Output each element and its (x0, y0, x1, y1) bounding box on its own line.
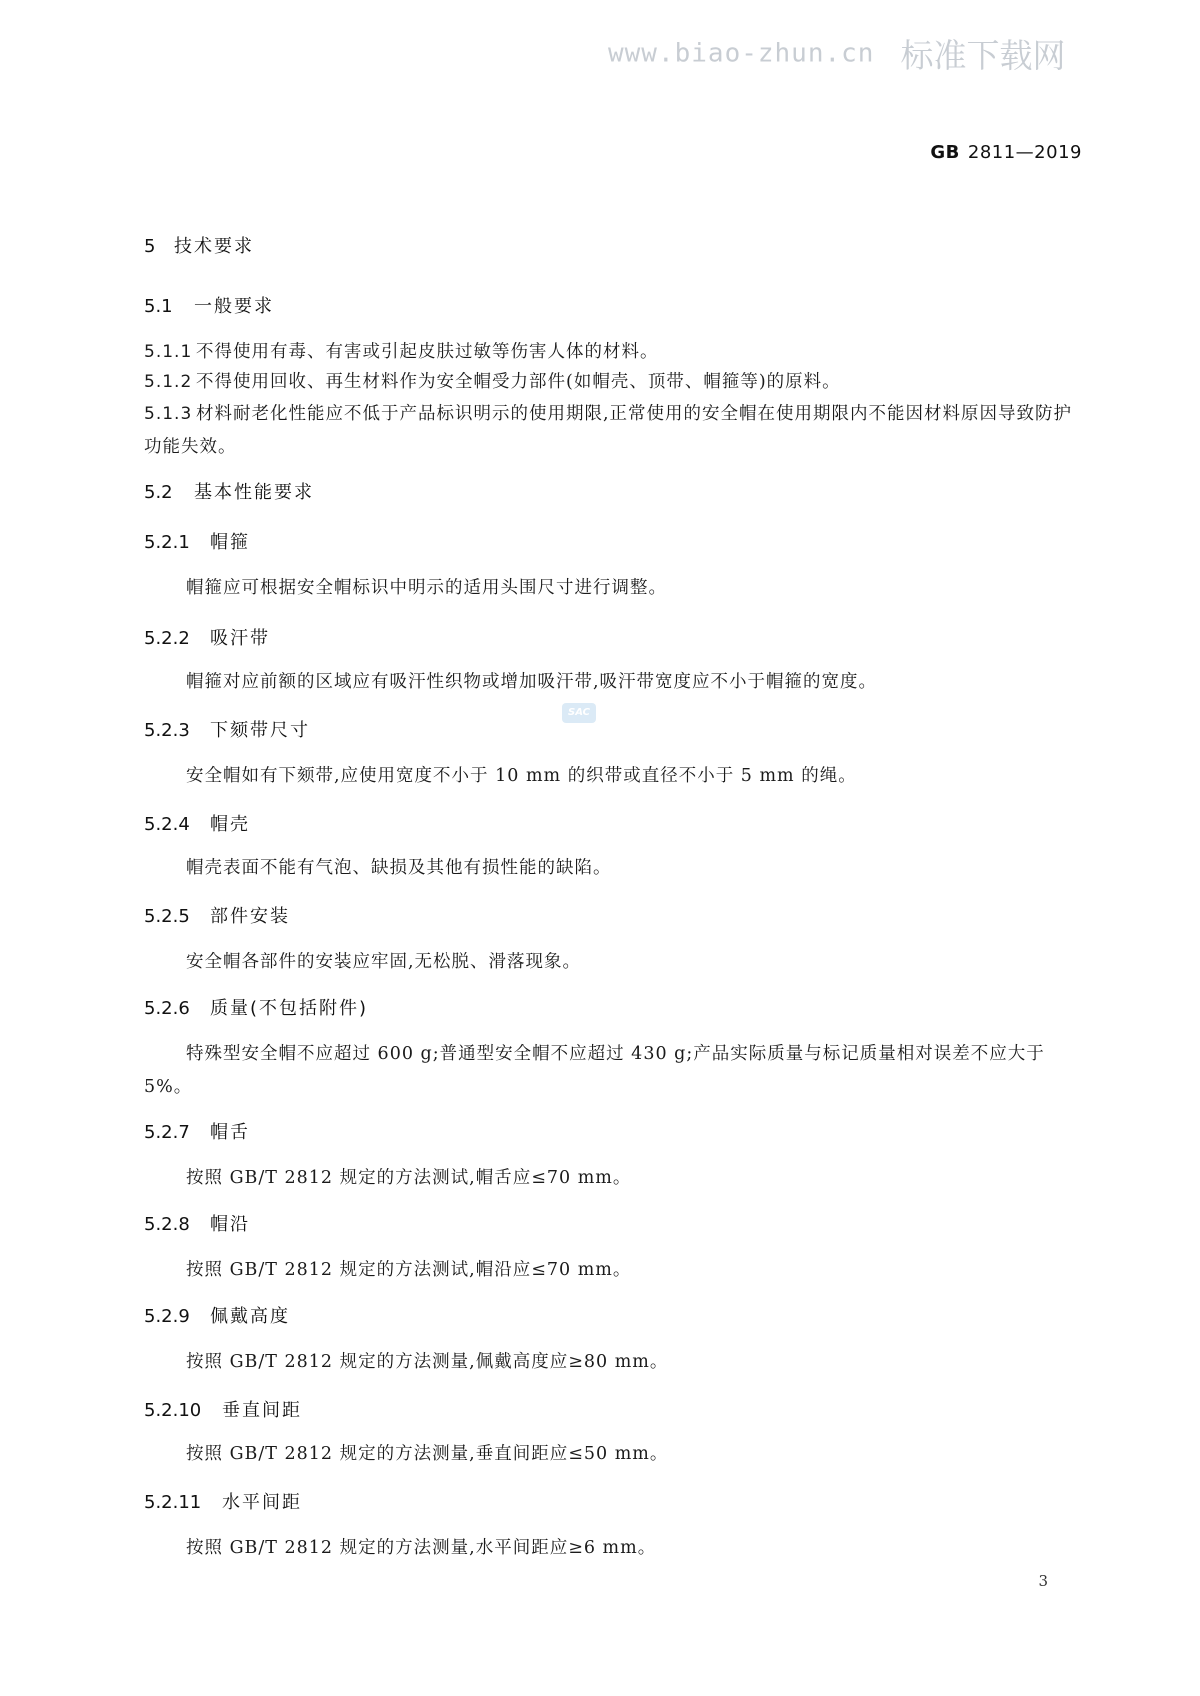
watermark-site-name: 标准下载网 (900, 36, 1066, 75)
subsection-title: 帽壳 (210, 814, 250, 835)
section-title: 一般要求 (194, 296, 274, 317)
clause-text-5-2-11: 按照 GB/T 2812 规定的方法测量,水平间距应≥6 mm。 (186, 1538, 657, 1558)
subsection-heading-5-2-1 (144, 528, 1078, 554)
section-heading-5-2 (144, 478, 1078, 504)
subsection-title: 水平间距 (222, 1492, 302, 1513)
clause-text-5-2-9: 按照 GB/T 2812 规定的方法测量,佩戴高度应≥80 mm。 (186, 1352, 669, 1372)
clause-text-5-2-10: 按照 GB/T 2812 规定的方法测量,垂直间距应≤50 mm。 (186, 1444, 669, 1464)
section-title: 基本性能要求 (194, 482, 314, 503)
clause-text: 不得使用有毒、有害或引起皮肤过敏等伤害人体的材料。 (196, 342, 659, 362)
section-heading-5-1 (144, 292, 1078, 318)
subsection-title: 帽箍 (210, 532, 250, 553)
subsection-title: 佩戴高度 (210, 1306, 290, 1327)
clause-text: 不得使用回收、再生材料作为安全帽受力部件(如帽壳、顶带、帽箍等)的原料。 (196, 372, 841, 392)
subsection-title: 下颏带尺寸 (210, 720, 310, 741)
clause-number: 5.1.1 (144, 342, 193, 362)
subsection-number: 5.2.11 (144, 1492, 202, 1513)
clause-text: 材料耐老化性能应不低于产品标识明示的使用期限,正常使用的安全帽在使用期限内不能因材料原因导致防护功能失效。 (144, 404, 1073, 457)
code-prefix: GB (930, 142, 960, 163)
subsection-number: 5.2.8 (144, 1214, 190, 1235)
subsection-title: 帽舌 (210, 1122, 250, 1143)
clause-5-1-1 (144, 336, 1078, 369)
clause-number: 5.1.3 (144, 404, 193, 424)
clause-text-5-2-2: 帽箍对应前额的区域应有吸汗性织物或增加吸汗带,吸汗带宽度应不小于帽箍的宽度。 (186, 672, 878, 692)
clause-text-5-2-3: 安全帽如有下颏带,应使用宽度不小于 10 mm 的织带或直径不小于 5 mm 的绳。 (186, 766, 857, 786)
section-title: 技术要求 (174, 236, 254, 257)
subsection-heading-5-2-6 (144, 994, 1078, 1020)
sac-watermark-stamp: SAC (562, 703, 596, 723)
code-number: 2811—2019 (967, 142, 1082, 163)
clause-text-5-2-1: 帽箍应可根据安全帽标识中明示的适用头围尺寸进行调整。 (186, 578, 667, 598)
subsection-heading-5-2-10 (144, 1396, 1078, 1422)
clause-text-5-2-5: 安全帽各部件的安装应牢固,无松脱、滑落现象。 (186, 952, 582, 972)
subsection-number: 5.2.5 (144, 906, 190, 927)
subsection-number: 5.2.2 (144, 628, 190, 649)
watermark-url: www.biao-zhun.cn (608, 38, 875, 69)
clause-5-1-3 (144, 398, 1078, 464)
clause-text-5-2-4: 帽壳表面不能有气泡、缺损及其他有损性能的缺陷。 (186, 858, 612, 878)
section-heading-5 (144, 232, 1078, 258)
subsection-heading-5-2-7 (144, 1118, 1078, 1144)
subsection-number: 5.2.6 (144, 998, 190, 1019)
subsection-title: 部件安装 (210, 906, 290, 927)
subsection-heading-5-2-4 (144, 810, 1078, 836)
subsection-heading-5-2-5 (144, 902, 1078, 928)
subsection-heading-5-2-3 (144, 716, 1078, 742)
site-watermark (608, 30, 1065, 77)
subsection-number: 5.2.3 (144, 720, 190, 741)
clause-text-5-2-8: 按照 GB/T 2812 规定的方法测试,帽沿应≤70 mm。 (186, 1260, 632, 1280)
clause-text-5-2-6: 特殊型安全帽不应超过 600 g;普通型安全帽不应超过 430 g;产品实际质量与标记质量相对误差不应大于 5%。 (144, 1044, 1045, 1097)
subsection-title: 帽沿 (210, 1214, 250, 1235)
clause-5-1-2 (144, 366, 1078, 399)
clause-text-5-2-7: 按照 GB/T 2812 规定的方法测试,帽舌应≤70 mm。 (186, 1168, 632, 1188)
clause-number: 5.1.2 (144, 372, 193, 392)
subsection-number: 5.2.9 (144, 1306, 190, 1327)
subsection-heading-5-2-11 (144, 1488, 1078, 1514)
subsection-title: 吸汗带 (210, 628, 270, 649)
section-number: 5 (144, 236, 156, 257)
subsection-heading-5-2-8 (144, 1210, 1078, 1236)
subsection-number: 5.2.7 (144, 1122, 190, 1143)
subsection-heading-5-2-9 (144, 1302, 1078, 1328)
subsection-heading-5-2-2 (144, 624, 1078, 650)
section-number: 5.2 (144, 482, 173, 503)
subsection-title: 垂直间距 (222, 1400, 302, 1421)
page-number: 3 (1038, 1572, 1048, 1590)
document-code (930, 142, 1082, 163)
section-number: 5.1 (144, 296, 173, 317)
subsection-number: 5.2.4 (144, 814, 190, 835)
subsection-title: 质量(不包括附件) (210, 998, 369, 1019)
subsection-number: 5.2.10 (144, 1400, 202, 1421)
subsection-number: 5.2.1 (144, 532, 190, 553)
